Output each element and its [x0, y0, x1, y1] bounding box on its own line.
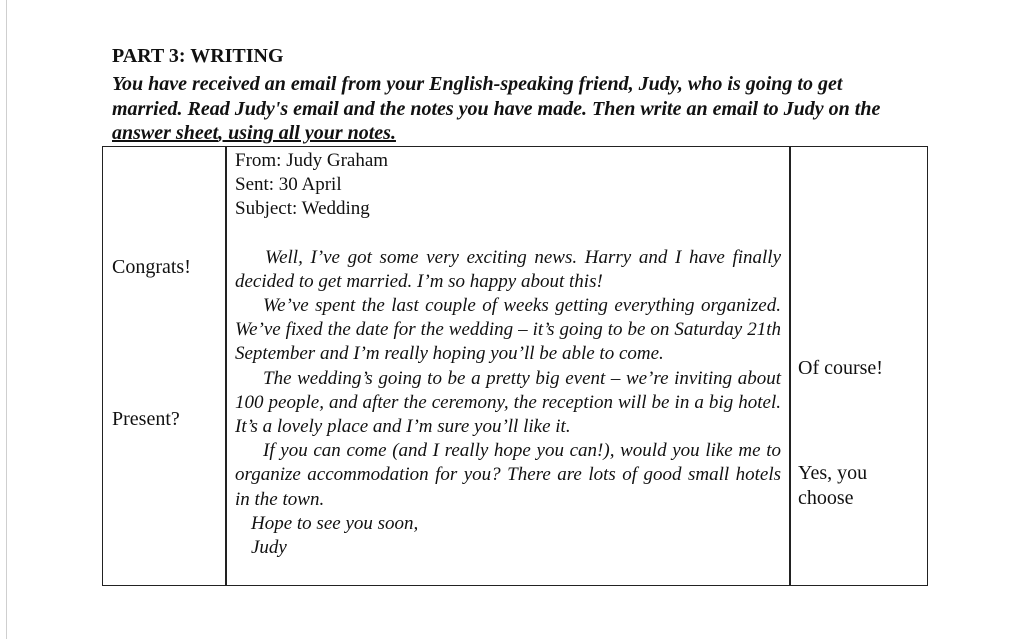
email-body — [235, 149, 781, 560]
note-of-course: Of course! — [798, 357, 883, 379]
email-sent: Sent: 30 April — [235, 174, 342, 196]
email-signature: Judy — [251, 537, 287, 559]
note-yes-you-line1: Yes, you — [798, 462, 868, 484]
note-present: Present? — [112, 408, 180, 430]
email-closing: Hope to see you soon, — [251, 512, 419, 534]
instruction-answer-sheet: answer sheet — [112, 122, 219, 144]
instruction-line-1: You have received an email from your English-speaking friend, Judy, who is going to get — [112, 73, 843, 95]
column-divider-right — [789, 147, 791, 585]
task-instructions — [112, 72, 992, 146]
part-title: PART 3: WRITING — [112, 45, 284, 67]
email-notes-table — [102, 146, 928, 586]
note-yes-you-line2: choose — [798, 487, 854, 509]
email-gap — [235, 222, 781, 246]
instruction-using-notes: , using all your notes. — [218, 122, 396, 144]
instruction-line-3 — [112, 121, 992, 146]
column-divider-left — [225, 147, 227, 585]
email-subject: Subject: Wedding — [235, 198, 370, 220]
email-paragraph: We’ve spent the last couple of weeks getting everything organized. We’ve fixed the date for the wedding – it’s going to be on Saturday 21th September and I’m really hoping you’ll be able to come. — [235, 295, 781, 365]
email-from: From: Judy Graham — [235, 150, 389, 171]
email-paragraph: The wedding’s going to be a pretty big event – we’re inviting about 100 people, and after the ceremony, the reception will be in a big hotel. It’s a lovely place and I’m sure you’ll like it. — [235, 367, 781, 438]
email-paragraph: Well, I’ve got some very exciting news. Harry and I have finally decided to get married. I’m so happy about this! — [235, 246, 781, 292]
email-paragraph: If you can come (and I really hope you can!), would you like me to organize accommodation for you? There are lots of good small hotels in the town. — [235, 440, 781, 510]
instruction-line-2: married. Read Judy's email and the notes you have made. Then write an email to Judy on the — [112, 97, 881, 120]
note-congrats: Congrats! — [112, 256, 191, 278]
